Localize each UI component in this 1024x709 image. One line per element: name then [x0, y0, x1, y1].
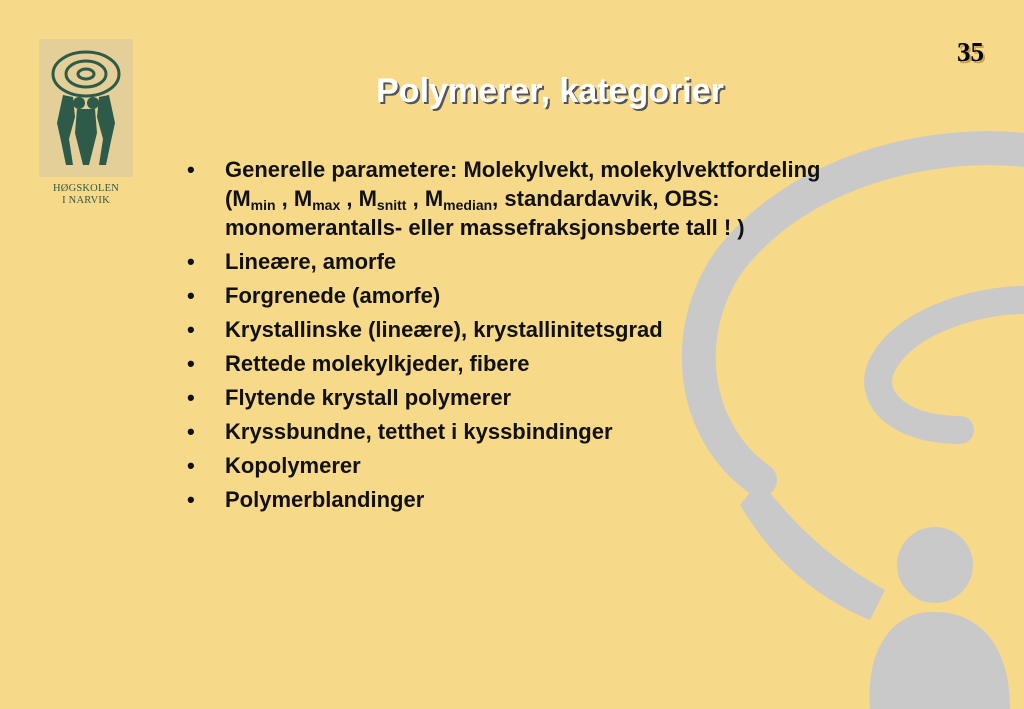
bullet-icon: •: [187, 283, 195, 308]
bullet-text: Flytende krystall polymerer: [225, 385, 512, 410]
bullet-text: Kryssbundne, tetthet i kyssbindinger: [225, 419, 613, 444]
school-logo: [39, 39, 133, 206]
list-item: [187, 451, 847, 480]
bullet-icon: •: [187, 317, 195, 342]
swirl-inner: [878, 300, 1024, 430]
bullet-icon: •: [187, 351, 195, 376]
list-item: [187, 281, 847, 310]
bullet-text: Rettede molekylkjeder, fibere: [225, 351, 530, 376]
slide-title: Polymerer, kategorier: [376, 72, 724, 110]
slide-number: 35: [957, 37, 984, 67]
atlas-globe-icon: [39, 39, 133, 179]
bullet-text: Lineære, amorfe: [225, 249, 397, 274]
list-item: [187, 349, 847, 378]
list-item-parameters: [187, 155, 847, 242]
list-item: [187, 315, 847, 344]
logo-text-line1: HØGSKOLEN: [53, 183, 119, 194]
bullet-text: Forgrenede (amorfe): [225, 283, 441, 308]
bullet-icon: •: [187, 385, 195, 410]
bullet-text: Kopolymerer: [225, 453, 361, 478]
bullet-icon: •: [187, 487, 195, 512]
bullet-list: [187, 155, 847, 519]
list-item: [187, 383, 847, 412]
bullet-text: Polymerblandinger: [225, 487, 425, 512]
list-item: [187, 247, 847, 276]
bullet-text: Generelle parametere: Molekylvekt, molekylvektfordeling ($M_{min}$ , $M_{max}$ , $M_{snitt}$ , $M_{median}$, standardavvik, OBS: monomerantalls- eller massefraksjonsberte tall ! ): [225, 157, 821, 240]
bullet-icon: •: [187, 419, 195, 444]
bullet-text: Krystallinske (lineære), krystallinitetsgrad: [225, 317, 663, 342]
bullet-icon: •: [187, 453, 195, 478]
list-item: [187, 417, 847, 446]
bullet-icon: •: [187, 249, 195, 274]
logo-text-line2: I NARVIK: [62, 195, 110, 206]
list-item: [187, 485, 847, 514]
bullet-icon: •: [187, 157, 195, 182]
